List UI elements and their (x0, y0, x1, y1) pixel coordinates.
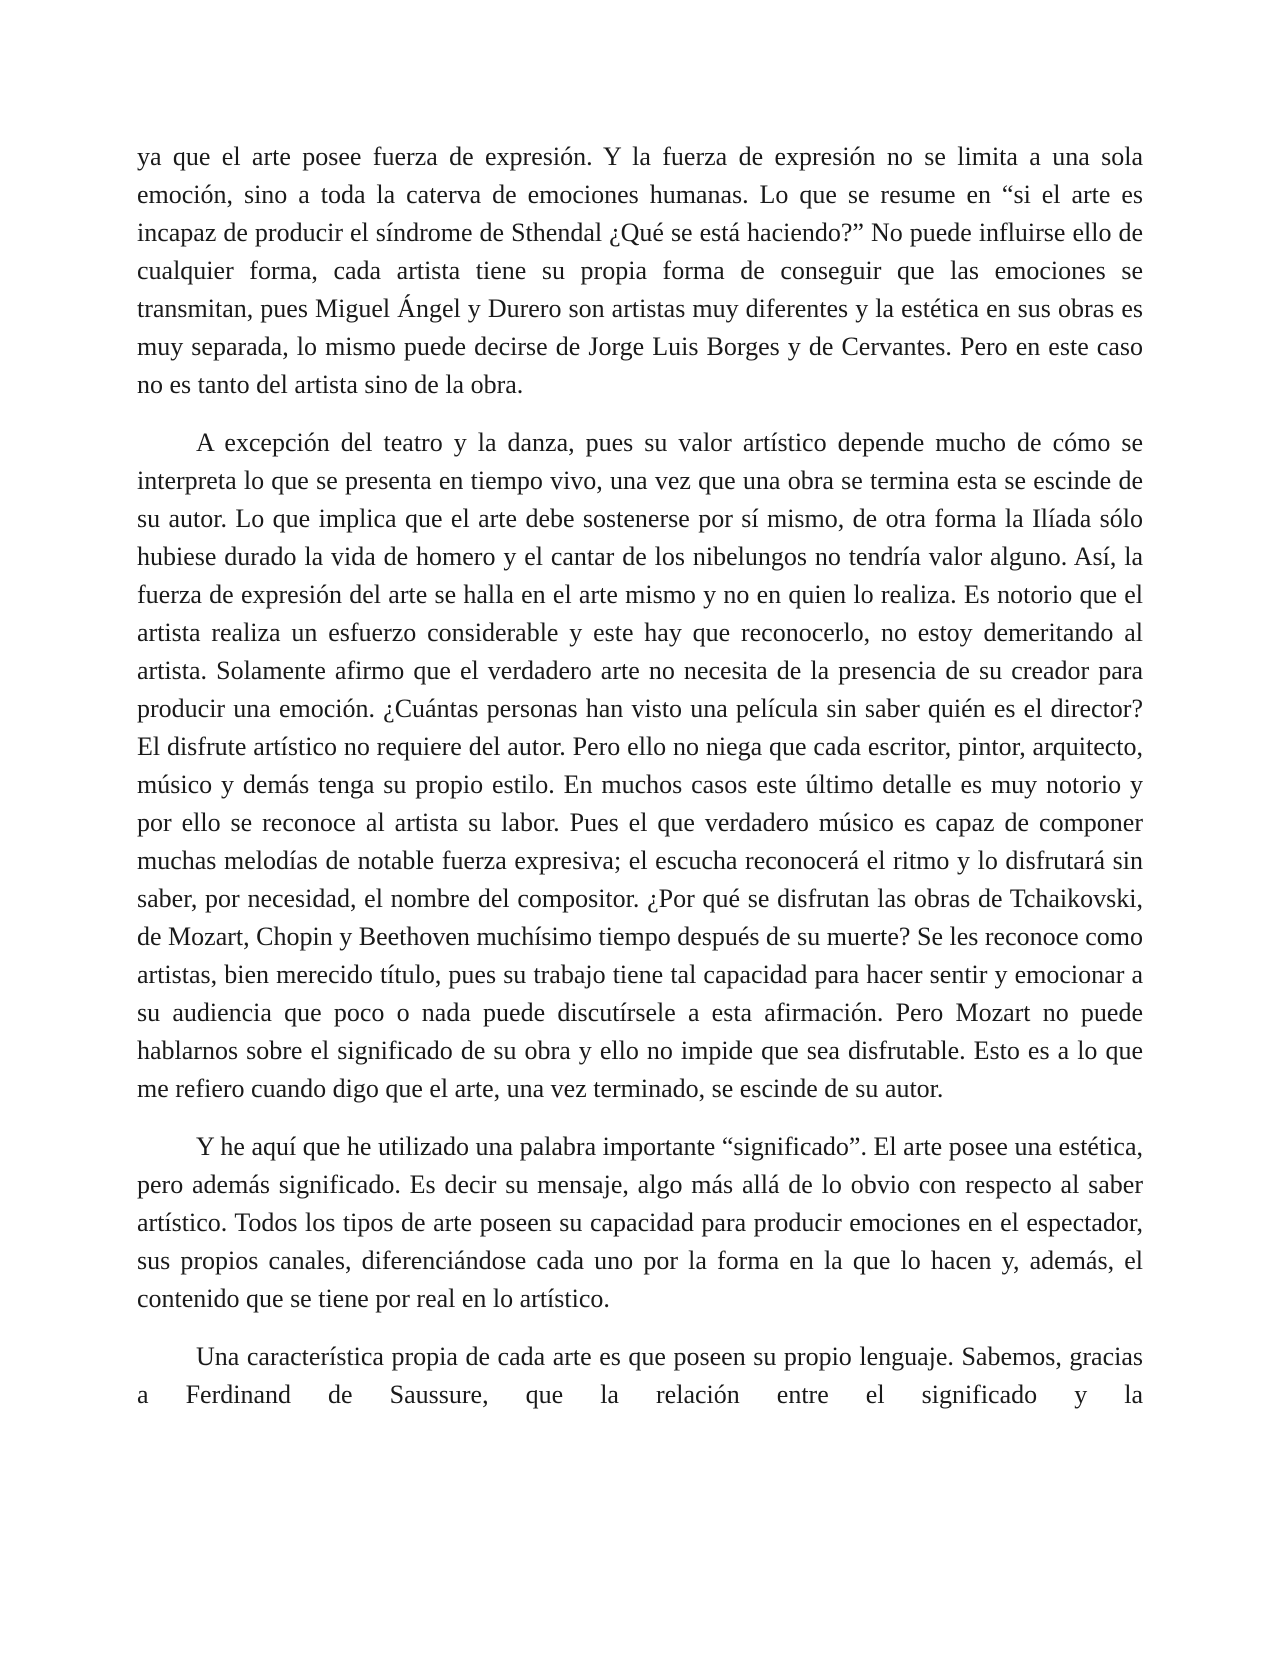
paragraph-3: Y he aquí que he utilizado una palabra importante “significado”. El arte posee una estética, pero además significado. Es decir su mensaje, algo más allá de lo obvio con respecto al saber artístico. Todos los tipos de arte poseen su capacidad para producir emociones en el espectador, sus propios canales, diferenciándose cada uno por la forma en la que lo hacen y, además, el contenido que se tiene por real en lo artístico. (137, 1132, 1143, 1313)
paragraph-1: ya que el arte posee fuerza de expresión. Y la fuerza de expresión no se limita a una sola emoción, sino a toda la caterva de emociones humanas. Lo que se resume en “si el arte es incapaz de producir el síndrome de Sthendal ¿Qué se está haciendo?” No puede influirse ello de cualquier forma, cada artista tiene su propia forma de conseguir que las emociones se transmitan, pues Miguel Ángel y Durero son artistas muy diferentes y la estética en sus obras es muy separada, lo mismo puede decirse de Jorge Luis Borges y de Cervantes. Pero en este caso no es tanto del artista sino de la obra. (137, 142, 1143, 399)
paragraph-2: A excepción del teatro y la danza, pues su valor artístico depende mucho de cómo se interpreta lo que se presenta en tiempo vivo, una vez que una obra se termina esta se escinde de su autor. Lo que implica que el arte debe sostenerse por sí mismo, de otra forma la Ilíada sólo hubiese durado la vida de homero y el cantar de los nibelungos no tendría valor alguno. Así, la fuerza de expresión del arte se halla en el arte mismo y no en quien lo realiza. Es notorio que el artista realiza un esfuerzo considerable y este hay que reconocerlo, no estoy demeritando al artista. Solamente afirmo que el verdadero arte no necesita de la presencia de su creador para producir una emoción. ¿Cuántas personas han visto una película sin saber quién es el director? El disfrute artístico no requiere del autor. Pero ello no niega que cada escritor, pintor, arquitecto, músico y demás tenga su propio estilo. En muchos casos este último detalle es muy notorio y por ello se reconoce al artista su labor. Pues el que verdadero músico es capaz de componer muchas melodías de notable fuerza expresiva; el escucha reconocerá el ritmo y lo disfrutará sin saber, por necesidad, el nombre del compositor. ¿Por qué se disfrutan las obras de Tchaikovski, de Mozart, Chopin y Beethoven muchísimo tiempo después de su muerte? Se les reconoce como artistas, bien merecido título, pues su trabajo tiene tal capacidad para hacer sentir y emocionar a su audiencia que poco o nada puede discutírsele a esta afirmación. Pero Mozart no puede hablarnos sobre el significado de su obra y ello no impide que sea disfrutable. Esto es a lo que me refiero cuando digo que el arte, una vez terminado, se escinde de su autor. (137, 428, 1143, 1103)
document-page (137, 138, 1143, 1434)
paragraph-4: Una característica propia de cada arte es que poseen su propio lenguaje. Sabemos, gracias a Ferdinand de Saussure, que la relación entre el significado y la (137, 1342, 1143, 1409)
